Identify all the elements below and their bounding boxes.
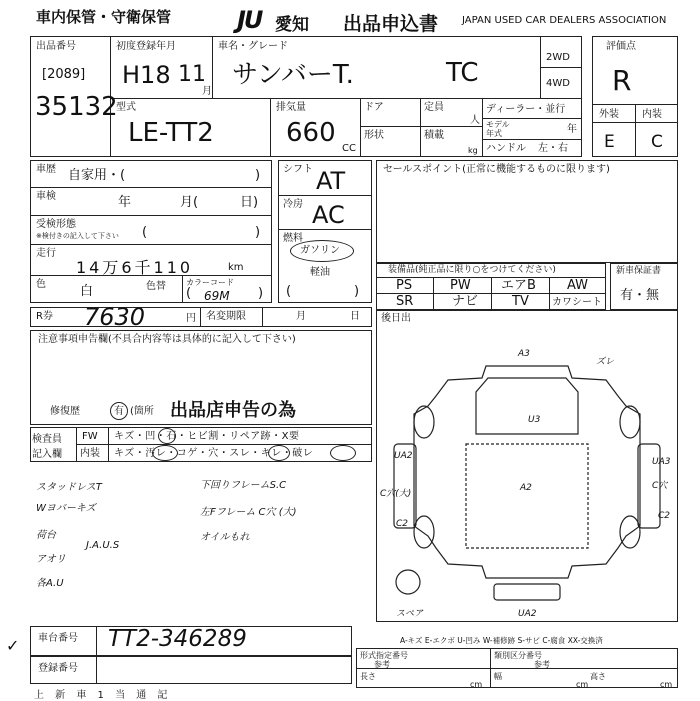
length-label: 長さ [360, 672, 376, 681]
inspection-label: 車検 [36, 191, 56, 202]
registration-number-block [30, 656, 352, 684]
inspector-int-row-label: 内装 [80, 448, 100, 459]
acceptance-close: ) [255, 225, 261, 240]
exterior-score-value: E [604, 132, 615, 152]
equipment-item: カワシート [552, 297, 602, 308]
displacement-label: 排気量 [276, 102, 306, 113]
inspector-line-right: 左Fフレーム C穴 (大) [200, 507, 297, 518]
equipment-item: ナビ [452, 294, 479, 309]
registration-year: H18 [122, 61, 171, 89]
handle-label: ハンドル [486, 143, 526, 154]
color-close: ) [258, 286, 264, 301]
fuel-open: ( [286, 284, 292, 299]
drive-4wd: 4WD [546, 78, 570, 89]
diagram-mark: UA2 [394, 451, 413, 461]
recycle-block [30, 307, 372, 327]
name-change-day: 日 [350, 311, 360, 322]
dealer-label: ディーラー・並行 [486, 104, 566, 115]
history-value: 自家用・( [68, 168, 126, 183]
color-code-label: カラーコード [186, 278, 234, 287]
class-ref-label: 参考 [534, 660, 550, 669]
diagram-mark: スペア [396, 609, 424, 619]
form-number-label: 形式指定番号 [360, 651, 408, 660]
inspector-ext-row: キズ・凹・石・ヒビ割・リペア跡・X要 [114, 431, 300, 442]
inspector-line-left: Wヨバーキズ [36, 503, 96, 514]
interior-score-value: C [651, 132, 663, 152]
car-damage-diagram [378, 326, 676, 620]
acceptance-label: 受検形態 [36, 219, 76, 230]
spare-tire [396, 570, 420, 594]
class-number-label: 類別区分番号 [494, 651, 542, 660]
shift-label: シフト [283, 164, 313, 175]
org-name: 愛知 [275, 15, 309, 35]
inspector-line-right: 下回りフレームS.C [200, 480, 287, 491]
model-name: サンバーT. [232, 60, 354, 90]
notes-label: 注意事項申告欄(不具合内容等は具体的に記入して下さい) [38, 334, 296, 345]
inspector-line-left: 荷台 [36, 530, 56, 541]
diagram-mark: C2 [396, 519, 409, 529]
diagram-mark: U3 [528, 415, 541, 425]
shift-value: AT [316, 167, 346, 195]
fuel-gasoline: ガソリン [300, 245, 340, 256]
registration-month-unit: 月 [202, 86, 212, 97]
int-mark-circle [330, 445, 356, 461]
diagram-mark: UA2 [518, 609, 537, 619]
height-label: 高さ [590, 672, 606, 681]
equipment-item: エアB [501, 278, 536, 293]
interior-score-label: 内装 [642, 109, 662, 120]
inspector-ext-row-label: FW [82, 431, 98, 442]
car-outline [414, 366, 640, 578]
recycle-unit: 円 [186, 313, 196, 324]
score-label: 評価点 [606, 41, 636, 52]
fuel-label: 燃料 [283, 233, 303, 244]
repair-location-label: (箇所 [130, 406, 154, 417]
exterior-score-label: 外装 [599, 109, 619, 120]
type-label: 型式 [116, 102, 136, 113]
registration-month: 11 [178, 62, 206, 87]
equipment-item: PS [396, 278, 413, 293]
sales-point-block [376, 160, 678, 263]
color-open: ( [186, 286, 192, 301]
acceptance-open: ( [142, 225, 148, 240]
diagram-mark: UA3 [652, 457, 671, 467]
width-label: 幅 [494, 672, 502, 681]
diagram-mark: C2 [658, 511, 671, 521]
color-label: 色 [36, 279, 46, 290]
length-unit: cm [470, 680, 483, 689]
insurance-options: 有・無 [620, 288, 660, 303]
shape-label: 形状 [364, 130, 384, 141]
load-unit: kg [468, 146, 478, 155]
recycle-value: 7630 [84, 303, 146, 331]
diagram-mark: C穴(大) [380, 489, 412, 499]
inspection-month: 月( [180, 195, 199, 210]
diagram-mark: A2 [520, 483, 532, 493]
history-label: 車歴 [36, 164, 56, 175]
equipment-item: SR [396, 294, 414, 309]
seats-label: 定員 [424, 102, 444, 113]
chassis-label: 車台番号 [38, 633, 78, 644]
ju-logo: JU [237, 6, 262, 34]
width-unit: cm [576, 680, 589, 689]
sales-point-label: セールスポイント(正常に機能するものに限ります) [383, 164, 610, 175]
rear-bumper [494, 584, 560, 600]
door-label: ドア [364, 102, 384, 113]
inspector-label: 検査員 記入欄 [32, 434, 62, 460]
header-left-title: 車内保管・守衛保管 [36, 8, 172, 26]
diagram-mark: ズレ [596, 357, 615, 367]
diagram-legend: A-キズ E-エクボ U-凹み W-補修跡 S-サビ C-腐食 XX-交換済 [400, 636, 603, 645]
aircon-label: 冷房 [283, 199, 303, 210]
form-ref-label: 参考 [374, 660, 390, 669]
mileage-unit: km [228, 262, 244, 273]
mileage-label: 走行 [36, 248, 56, 259]
type-value: LE-TT2 [128, 118, 214, 148]
car-cabin [476, 378, 578, 434]
history-close: ) [255, 168, 261, 183]
margin-check-mark: ✓ [6, 636, 20, 655]
lot-bracket-number: [2089] [42, 67, 86, 82]
model-year-label: モデル 年式 [486, 120, 510, 138]
form-title: 出品申込書 [343, 13, 439, 35]
inspection-day: 日) [240, 195, 259, 210]
score-value: R [612, 64, 632, 97]
model-grade: TC [446, 58, 479, 88]
diagram-mark: A3 [518, 349, 530, 359]
year-unit: 年 [567, 124, 577, 135]
int-mark-circle [152, 445, 178, 461]
acceptance-note: ※検付きの記入して下さい [36, 232, 119, 240]
registration-label: 初度登録年月 [116, 41, 176, 52]
recycle-label: R券 [36, 311, 53, 322]
lot-label: 出品番号 [36, 41, 76, 52]
color-code-value: 69M [204, 289, 230, 303]
after-notes-label: 後日出 [381, 313, 411, 324]
equipment-item: AW [567, 278, 589, 293]
inspector-int-row: キズ・汚レ・コゲ・穴・スレ・キレ・破レ [114, 448, 314, 459]
inspector-line-left: スタッドレスT [36, 482, 102, 493]
drive-2wd: 2WD [546, 52, 570, 63]
inspector-line-left: アオリ [36, 554, 66, 565]
diagram-mark: C穴 [652, 481, 668, 491]
int-mark-circle [268, 445, 290, 461]
color-trim-label: 色替 [146, 281, 166, 292]
wheel-rr [620, 516, 640, 548]
equipment-item: PW [450, 278, 471, 293]
car-cargo-bed [466, 444, 588, 548]
model-label: 車名・グレード [218, 41, 288, 52]
repair-location-value: 出品店申告の為 [170, 400, 296, 421]
insurance-label: 新車保証書 [616, 266, 662, 276]
displacement-unit: CC [342, 143, 356, 154]
registration-number-label: 登録番号 [38, 663, 78, 674]
wheel-rl [414, 516, 434, 548]
inspector-line-left: 各A.U [36, 578, 64, 589]
handle-options: 左・右 [538, 143, 568, 154]
displacement-value: 660 [286, 118, 336, 148]
fuel-close: ) [354, 284, 360, 299]
footer-cut-text: 上 新 車 1 当 通 記 [34, 690, 172, 701]
wheel-fl [414, 406, 434, 438]
fuel-diesel: 軽油 [310, 267, 330, 278]
inspector-line-mid: J.A.U.S [86, 540, 120, 551]
aircon-value: AC [312, 201, 345, 229]
repair-mark: 有 [114, 406, 124, 417]
color-value: 白 [80, 284, 94, 299]
ext-mark-circle [158, 428, 176, 444]
equipment-label: 装備品(純正品に限り○をつけてください) [388, 265, 556, 275]
equipment-item: TV [512, 294, 529, 309]
chassis-value: TT2-346289 [108, 626, 247, 652]
seats-unit: 人 [470, 115, 480, 126]
name-change-label: 名変期限 [206, 311, 246, 322]
mileage-value: 14万6千110 [76, 258, 194, 277]
name-change-month: 月 [296, 311, 306, 322]
repair-label: 修復歴 [50, 406, 80, 417]
inspection-year: 年 [118, 195, 132, 210]
lot-number: 35132 [35, 92, 118, 122]
inspector-line-right: オイルもれ [200, 532, 250, 543]
org-english-name: JAPAN USED CAR DEALERS ASSOCIATION [462, 15, 667, 26]
load-label: 積載 [424, 130, 444, 141]
wheel-fr [620, 406, 640, 438]
height-unit: cm [660, 680, 673, 689]
